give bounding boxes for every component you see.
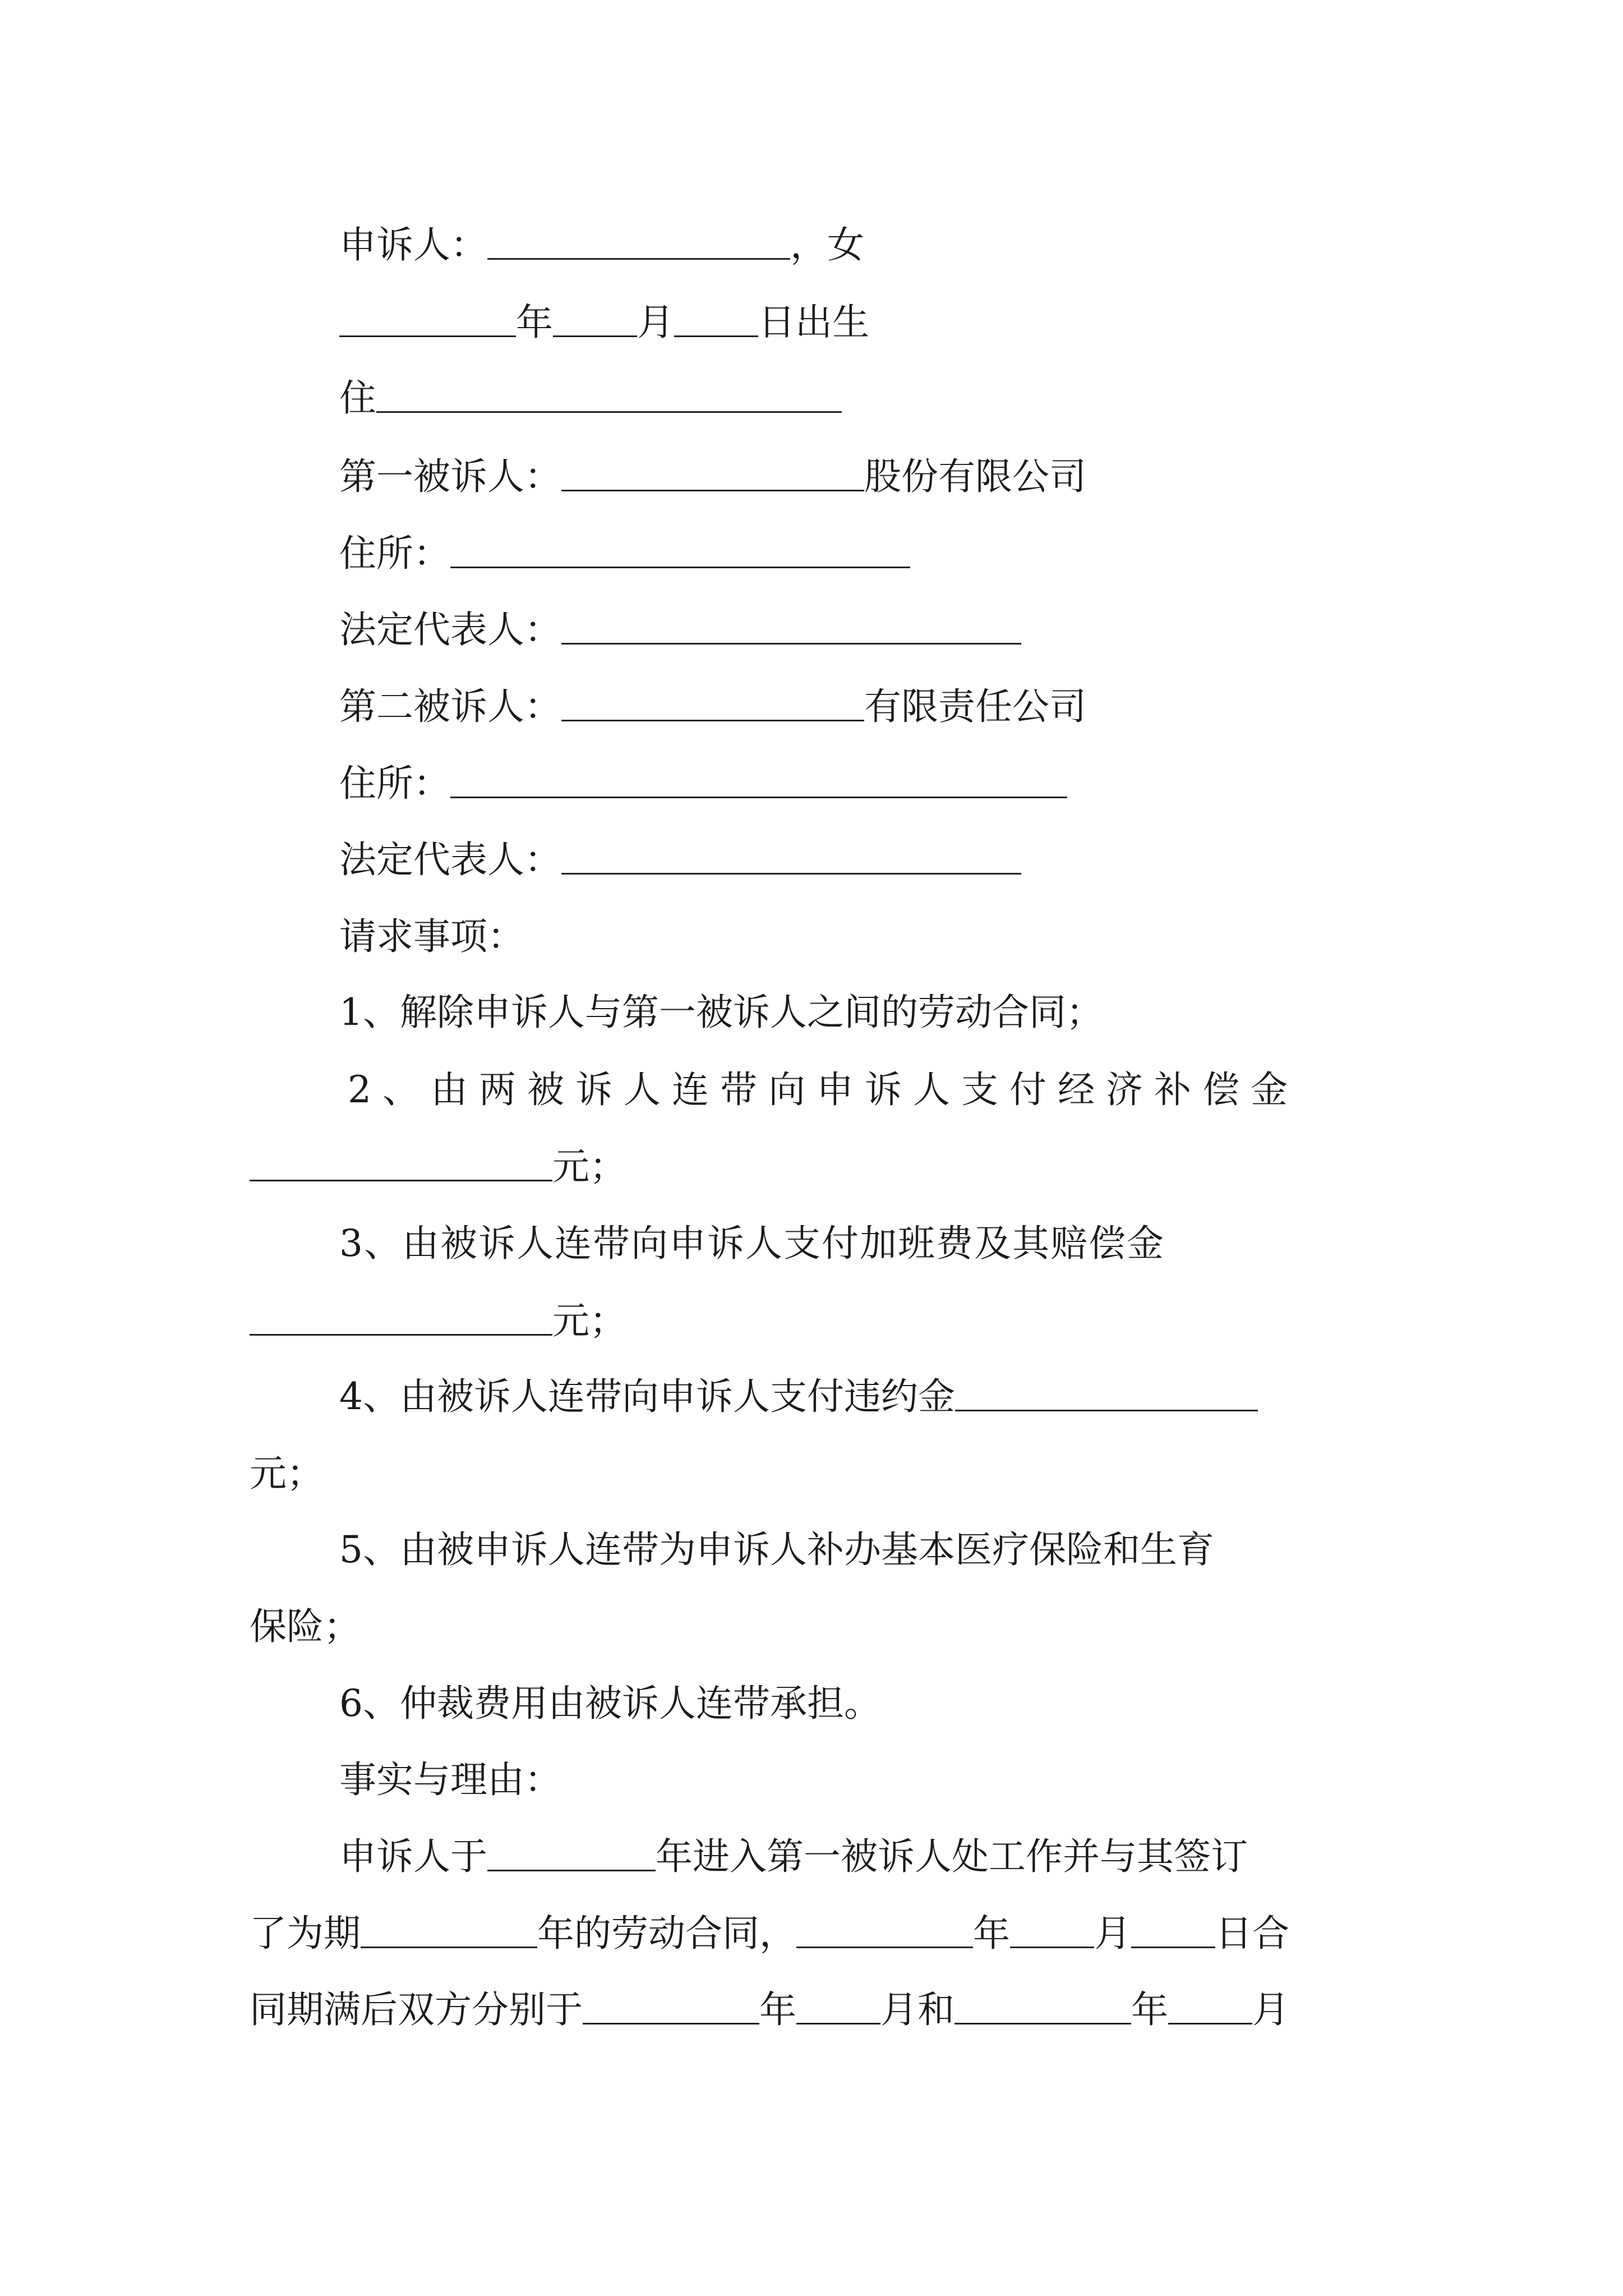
first-respondent-label: 第一被诉人： bbox=[339, 455, 561, 498]
expire-year-blank bbox=[796, 1947, 973, 1948]
residence-blank bbox=[376, 411, 842, 413]
line-second-address bbox=[339, 753, 1067, 815]
claims-heading: 请求事项： bbox=[339, 915, 524, 958]
renew-month-2-blank bbox=[1168, 2023, 1252, 2024]
line-second-respondent bbox=[339, 676, 1086, 738]
expire-month-blank bbox=[1010, 1947, 1094, 1948]
line-birth bbox=[339, 292, 869, 353]
facts-2-c: 年 bbox=[973, 1912, 1010, 1955]
first-legal-rep-label: 法定代表人： bbox=[339, 608, 561, 651]
first-respondent-name-blank bbox=[561, 490, 864, 491]
residence-label: 住 bbox=[339, 376, 376, 420]
line-claims-heading bbox=[339, 906, 524, 968]
birth-day-blank bbox=[674, 335, 758, 337]
claim-4-amount-blank bbox=[955, 1410, 1258, 1411]
line-claim-3 bbox=[339, 1213, 1165, 1274]
facts-2-b: 年的劳动合同， bbox=[537, 1912, 796, 1955]
facts-3-c: 月和 bbox=[880, 1988, 955, 2031]
facts-2-d: 月 bbox=[1094, 1912, 1131, 1955]
claim-3-amount-blank bbox=[250, 1334, 552, 1336]
claim-4-unit: 元； bbox=[250, 1452, 324, 1495]
line-facts-2 bbox=[250, 1903, 1289, 1964]
claim-2-unit: 元； bbox=[552, 1145, 626, 1188]
line-first-address bbox=[339, 523, 910, 585]
line-residence bbox=[339, 367, 842, 429]
claim-2-amount-blank bbox=[250, 1180, 552, 1181]
first-legal-rep-blank bbox=[561, 643, 1021, 645]
complainant-name-blank bbox=[487, 258, 790, 260]
birth-month-blank bbox=[553, 335, 637, 337]
first-respondent-company-type: 股份有限公司 bbox=[864, 455, 1086, 498]
facts-1-a: 申诉人于 bbox=[339, 1835, 487, 1878]
facts-3-b: 年 bbox=[759, 1988, 796, 2031]
claim-3-unit: 元； bbox=[552, 1299, 626, 1342]
line-claim-6 bbox=[339, 1673, 881, 1734]
line-claim-2 bbox=[348, 1059, 1299, 1121]
first-address-blank bbox=[450, 567, 910, 568]
facts-2-e: 日合 bbox=[1215, 1912, 1289, 1955]
line-second-legal-rep bbox=[339, 829, 1021, 891]
renew-month-1-blank bbox=[796, 2023, 880, 2024]
complainant-label: 申诉人： bbox=[339, 223, 487, 266]
second-respondent-name-blank bbox=[561, 720, 864, 721]
facts-3-d: 年 bbox=[1131, 1988, 1168, 2031]
renew-year-2-blank bbox=[955, 2023, 1131, 2024]
claim-6-text: 6、仲裁费用由被诉人连带承担。 bbox=[339, 1682, 881, 1725]
facts-1-b: 年进入第一被诉人处工作并与其签订 bbox=[656, 1835, 1248, 1878]
line-complainant bbox=[339, 214, 864, 276]
entry-year-blank bbox=[487, 1870, 656, 1871]
line-facts-3 bbox=[250, 1979, 1289, 2041]
line-first-legal-rep bbox=[339, 599, 1021, 661]
line-claim-5-cont bbox=[250, 1596, 361, 1658]
second-respondent-label: 第二被诉人： bbox=[339, 685, 561, 728]
line-claim-3-cont bbox=[250, 1290, 626, 1352]
line-claim-4 bbox=[339, 1366, 1258, 1428]
line-facts-1 bbox=[339, 1826, 1248, 1888]
birth-month-label: 月 bbox=[637, 301, 674, 344]
facts-heading: 事实与理由： bbox=[339, 1758, 561, 1801]
birth-year-blank bbox=[339, 335, 516, 337]
second-respondent-company-type: 有限责任公司 bbox=[864, 685, 1086, 728]
birth-year-label: 年 bbox=[516, 301, 553, 344]
line-claim-2-cont bbox=[250, 1136, 626, 1198]
second-address-blank bbox=[450, 797, 1067, 798]
line-first-respondent bbox=[339, 446, 1086, 508]
renew-year-1-blank bbox=[583, 2023, 759, 2024]
facts-2-a: 了为期 bbox=[250, 1912, 361, 1955]
claim-5-cont-text: 保险； bbox=[250, 1605, 361, 1648]
claim-1-text: 1、解除申诉人与第一被诉人之间的劳动合同； bbox=[339, 991, 1103, 1034]
complainant-gender: ，女 bbox=[790, 223, 864, 266]
second-legal-rep-blank bbox=[561, 873, 1021, 875]
line-claim-1 bbox=[339, 982, 1103, 1043]
second-legal-rep-label: 法定代表人： bbox=[339, 838, 561, 881]
second-address-label: 住所： bbox=[339, 762, 450, 805]
birth-day-label: 日出生 bbox=[758, 301, 869, 344]
claim-4-text: 4、由被诉人连带向申诉人支付违约金 bbox=[339, 1375, 955, 1418]
contract-term-blank bbox=[361, 1947, 537, 1948]
claim-5-text: 5、由被申诉人连带为申诉人补办基本医疗保险和生育 bbox=[339, 1528, 1214, 1571]
first-address-label: 住所： bbox=[339, 532, 450, 575]
line-claim-5 bbox=[339, 1519, 1214, 1581]
facts-3-e: 月 bbox=[1252, 1988, 1289, 2031]
line-facts-heading bbox=[339, 1749, 561, 1811]
claim-3-text: 3、由被诉人连带向申诉人支付加班费及其赔偿金 bbox=[339, 1222, 1165, 1265]
claim-2-text: 2、由两被诉人连带向申诉人支付经济补偿金 bbox=[348, 1068, 1299, 1111]
facts-3-a: 同期满后双方分别于 bbox=[250, 1988, 583, 2031]
expire-day-blank bbox=[1131, 1947, 1215, 1948]
line-claim-4-cont bbox=[250, 1443, 324, 1504]
